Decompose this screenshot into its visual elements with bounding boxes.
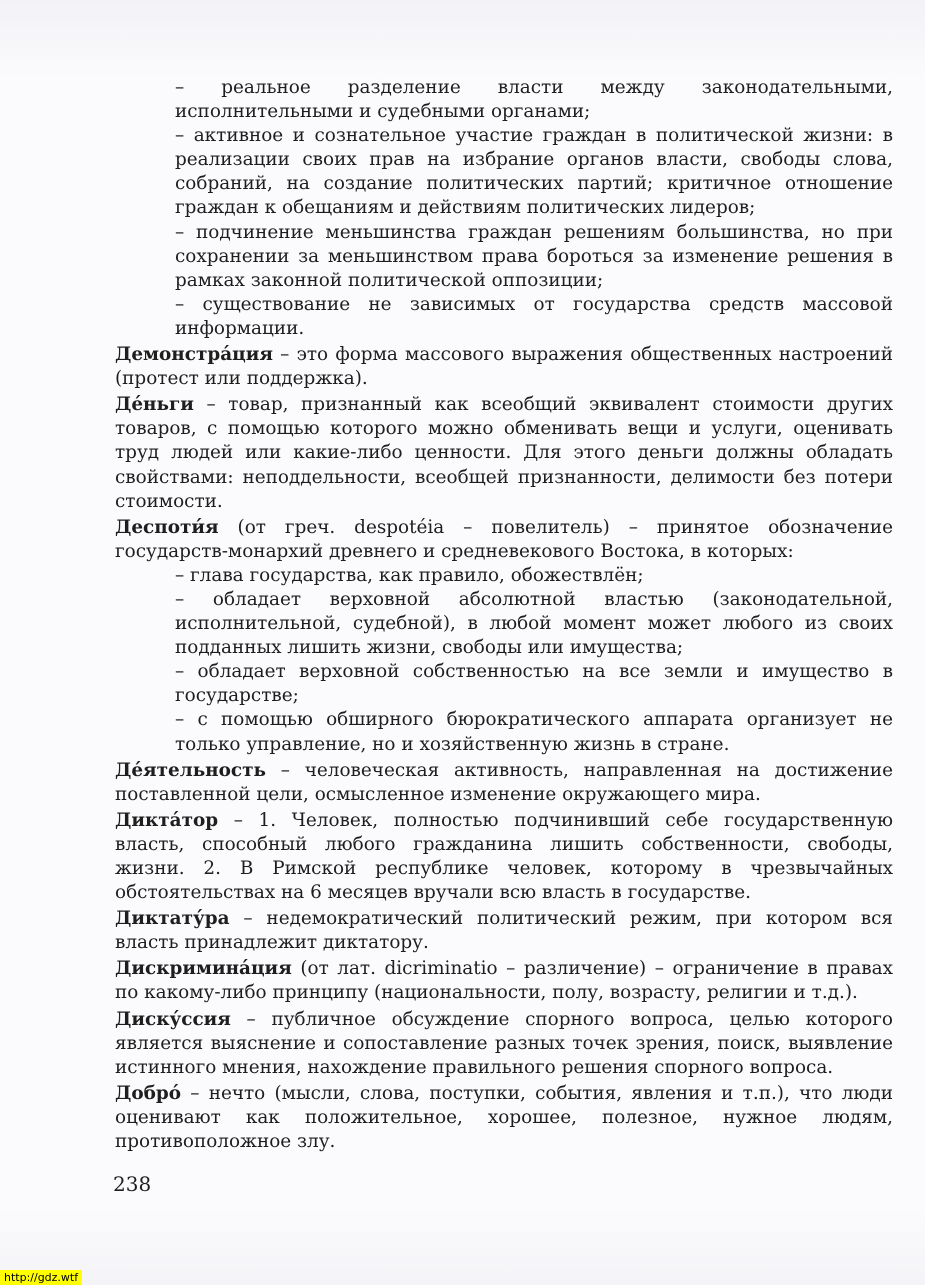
watermark-link[interactable]: http://gdz.wtf <box>0 1270 82 1285</box>
list-item: – глава государства, как правило, обожествлён; <box>175 564 644 586</box>
list-item: – реальное разделение власти между законодательными, исполнительными и судебными органами; <box>175 77 893 123</box>
glossary-entry-good <box>115 1082 893 1154</box>
entry-definition: – 1. Человек, полностью подчинивший себе государственную власть, способный любого гражданина лишить собственности, свободы, жизни. 2. В Римской республике человек, которому в чрезвычайных обстоятельствах на 6 месяцев вручали всю власть в государстве. <box>115 809 893 904</box>
list-item: – обладает верховной собственностью на все земли и имущество в государстве; <box>175 661 893 707</box>
entry-definition: (от лат. dicriminatio – различение) – ограничение в правах по какому-либо принципу (национальности, полу, возрасту, религии и т.д.). <box>115 958 893 1004</box>
intro-list <box>115 76 893 341</box>
entry-term: Демонстра́ция <box>115 344 273 366</box>
glossary-entry-discussion <box>115 1008 893 1080</box>
glossary-entry-dictator <box>115 809 893 905</box>
glossary-entry-dictatorship <box>115 907 893 955</box>
entry-term: Добро́ <box>115 1082 182 1104</box>
page-number: 238 <box>113 1172 152 1196</box>
glossary-entry-activity <box>115 759 893 807</box>
entry-term: Де́ньги <box>115 394 194 416</box>
glossary-entry-despotism <box>115 516 893 564</box>
entry-definition: – человеческая активность, направленная на достижение поставленной цели, осмысленное изменение окружающего мира. <box>115 759 893 805</box>
list-item: – с помощью обширного бюрократического аппарата организует не только управление, но и хозяйственную жизнь в стране. <box>175 709 893 755</box>
list-item: – подчинение меньшинства граждан решениям большинства, но при сохранении за меньшинством права бороться за изменение решения в рамках законной политической оппозиции; <box>175 221 893 291</box>
list-item: – активное и сознательное участие граждан в политической жизни: в реализации своих прав на избрание органов власти, свободы слова, собраний, на создание политических партий; критичное отношение граждан к обещаниям и действиям политических лидеров; <box>175 125 893 219</box>
glossary-entry-demonstration <box>115 343 893 391</box>
entry-definition: (от греч. despotéia – повелитель) – принятое обозначение государств-монархий древнего и средневекового Востока, в которых: <box>115 516 893 562</box>
list-item: – обладает верховной абсолютной властью (законодательной, исполнительной, судебной), в любой момент может любого из своих подданных лишить жизни, свободы или имущества; <box>175 588 893 659</box>
entry-definition: – товар, признанный как всеобщий эквивалент стоимости других товаров, с помощью которого можно обменивать вещи и услуги, оценивать труд людей или какие-либо ценности. Для этого деньги должны обладать свойствами: неподдельности, всеобщей признанности, делимости без потери стоимости. <box>115 394 893 512</box>
entry-definition: – публичное обсуждение спорного вопроса, целью которого является выяснение и сопоставление разных точек зрения, поиск, выявление истинного мнения, нахождение правильного решения спорного вопроса. <box>115 1008 893 1078</box>
entry-term: Де́ятельность <box>115 759 266 781</box>
despotism-list <box>115 564 893 757</box>
glossary-entry-discrimination <box>115 957 893 1005</box>
list-item: – существование не зависимых от государства средств массовой информации. <box>175 293 893 339</box>
glossary-entry-money <box>115 393 893 513</box>
entry-term: Диску́ссия <box>115 1008 231 1030</box>
entry-term: Дискримина́ция <box>115 958 292 980</box>
entry-definition: – это форма массового выражения общественных настроений (протест или поддержка). <box>115 344 893 390</box>
entry-term: Диктату́ра <box>115 908 230 930</box>
entry-term: Дикта́тор <box>115 809 219 831</box>
entry-definition: – нечто (мысли, слова, поступки, события, явления и т.п.), что люди оценивают как положительное, хорошее, полезное, нужное людям, противоположное злу. <box>115 1082 893 1153</box>
glossary-content <box>115 76 893 1154</box>
entry-definition: – недемократический политический режим, при котором вся власть принадлежит диктатору. <box>115 908 893 954</box>
entry-term: Деспоти́я <box>115 516 219 538</box>
